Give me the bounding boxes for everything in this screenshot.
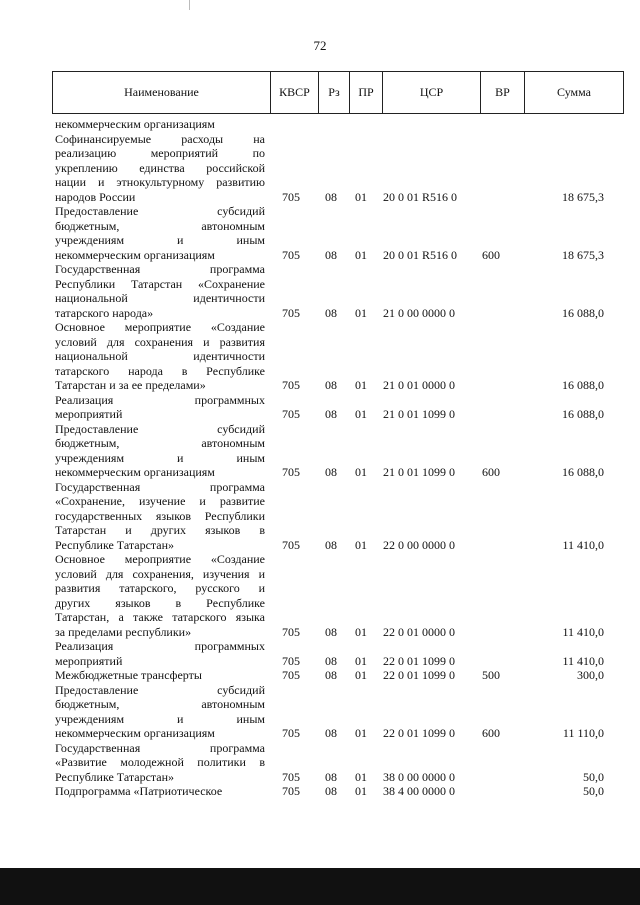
row-name-line: татарского народа в Республике	[55, 363, 265, 378]
row-name-line: Государственная программа	[55, 479, 265, 494]
header-rz: Рз	[319, 72, 350, 114]
row-rz: 08	[325, 465, 337, 479]
table-row	[52, 117, 608, 132]
row-name-line: татарского народа»	[55, 305, 154, 320]
row-name-line: «Развитие молодежной политики в	[55, 755, 265, 769]
row-rz: 08	[325, 407, 337, 421]
row-name-line: Татарстан и за ее пределами»	[55, 378, 206, 392]
row-name-line: национальной идентичности	[55, 349, 265, 363]
row-csr: 22 0 01 1099 0	[383, 726, 455, 740]
row-sum: 50,0	[583, 784, 604, 798]
row-pr: 01	[355, 769, 367, 784]
row-name	[52, 741, 265, 785]
row-csr: 38 4 00 0000 0	[383, 784, 455, 798]
header-kvsr: КВСР	[271, 72, 319, 114]
row-name-line: Реализация программных	[55, 639, 265, 653]
row-kvsr: 705	[282, 726, 300, 740]
row-sum: 11 410,0	[562, 624, 604, 639]
row-name-line: мероприятий	[55, 653, 123, 668]
row-rz: 08	[325, 247, 337, 262]
row-name-line: бюджетным, автономным	[55, 218, 265, 233]
row-pr: 01	[355, 726, 367, 740]
row-name-line: народов России	[55, 189, 136, 204]
row-csr: 21 0 01 1099 0	[383, 465, 455, 479]
row-pr: 01	[355, 668, 367, 682]
row-name	[52, 204, 265, 262]
row-pr: 01	[355, 784, 367, 798]
row-name	[52, 132, 265, 205]
row-pr: 01	[355, 653, 367, 668]
row-rz: 08	[325, 668, 337, 682]
table-row	[52, 480, 608, 553]
row-name-line: учреждениям и иным	[55, 711, 265, 726]
row-rz: 08	[325, 784, 337, 798]
page-number: 72	[313, 38, 327, 53]
row-name-line: национальной идентичности	[55, 291, 265, 305]
row-name-line: Предоставление субсидий	[55, 421, 265, 436]
row-sum: 300,0	[577, 668, 604, 682]
row-vr: 600	[482, 247, 500, 262]
table-row	[52, 393, 608, 422]
row-rz: 08	[325, 305, 337, 320]
row-name-line: учреждениям и иным	[55, 450, 265, 465]
row-rz: 08	[325, 537, 337, 552]
row-name-line: Реализация программных	[55, 392, 265, 407]
table-row	[52, 552, 608, 639]
row-name-line: государственных языков Республики	[55, 508, 265, 523]
row-kvsr: 705	[282, 769, 300, 784]
row-sum: 11 110,0	[562, 726, 604, 740]
row-name-line: Основное мероприятие «Создание	[55, 552, 265, 566]
row-pr: 01	[355, 247, 367, 262]
row-rz: 08	[325, 189, 337, 204]
row-name	[52, 784, 265, 799]
row-name-line: Основное мероприятие «Создание	[55, 320, 265, 334]
row-name-line: условий для сохранения и развития	[55, 334, 265, 349]
row-name-line: учреждениям и иным	[55, 233, 265, 247]
row-name-line: некоммерческим организациям	[55, 117, 215, 131]
row-sum: 16 088,0	[562, 465, 604, 479]
row-csr: 21 0 01 1099 0	[383, 407, 455, 421]
row-kvsr: 705	[282, 784, 300, 798]
table-row	[52, 639, 608, 668]
row-name-line: бюджетным, автономным	[55, 697, 265, 711]
row-sum: 11 410,0	[562, 653, 604, 668]
row-name	[52, 320, 265, 393]
row-csr: 21 0 00 0000 0	[383, 305, 455, 320]
row-kvsr: 705	[282, 189, 300, 204]
table-row	[52, 132, 608, 205]
row-rz: 08	[325, 769, 337, 784]
row-kvsr: 705	[282, 465, 300, 479]
row-name-line: развития татарского, русского и	[55, 581, 265, 595]
row-kvsr: 705	[282, 407, 300, 421]
row-name-line: Государственная программа	[55, 262, 265, 276]
row-name-line: Софинансируемые расходы на	[55, 131, 265, 146]
row-name-line: некоммерческим организациям	[55, 726, 215, 740]
row-pr: 01	[355, 407, 367, 421]
row-sum: 16 088,0	[562, 378, 604, 392]
row-sum: 16 088,0	[562, 305, 604, 320]
header-vr: ВР	[481, 72, 525, 114]
row-name-line: Республике Татарстан»	[55, 537, 175, 552]
header-name: Наименование	[53, 72, 271, 114]
row-sum: 18 675,3	[562, 247, 604, 262]
table-header	[52, 71, 624, 114]
row-csr: 20 0 01 R516 0	[383, 189, 458, 204]
row-kvsr: 705	[282, 537, 300, 552]
row-name-line: бюджетным, автономным	[55, 436, 265, 450]
row-rz: 08	[325, 378, 337, 392]
row-name	[52, 262, 265, 320]
row-vr: 600	[482, 726, 500, 740]
row-kvsr: 705	[282, 653, 300, 668]
row-name	[52, 422, 265, 480]
row-name-line: реализацию мероприятий по	[55, 146, 265, 160]
header-csr: ЦСР	[383, 72, 481, 114]
row-name-line: некоммерческим организациям	[55, 247, 215, 262]
row-name-line: мероприятий	[55, 407, 123, 421]
row-csr: 38 0 00 0000 0	[383, 769, 455, 784]
row-name	[52, 683, 265, 741]
header-sum: Сумма	[525, 72, 624, 114]
row-name	[52, 668, 265, 683]
row-kvsr: 705	[282, 378, 300, 392]
row-pr: 01	[355, 537, 367, 552]
row-name	[52, 552, 265, 639]
row-name-line: укреплению единства российской	[55, 160, 265, 175]
row-csr: 22 0 00 0000 0	[383, 537, 455, 552]
row-csr: 21 0 01 0000 0	[383, 378, 455, 392]
table-row	[52, 204, 608, 262]
row-sum: 50,0	[583, 769, 604, 784]
row-name-line: Республике Татарстан»	[55, 769, 175, 784]
row-kvsr: 705	[282, 305, 300, 320]
row-sum: 16 088,0	[562, 407, 604, 421]
row-kvsr: 705	[282, 624, 300, 639]
row-pr: 01	[355, 189, 367, 204]
header-pr: ПР	[350, 72, 383, 114]
row-name-line: за пределами республики»	[55, 624, 192, 639]
row-pr: 01	[355, 378, 367, 392]
row-pr: 01	[355, 305, 367, 320]
table-row	[52, 320, 608, 393]
row-name-line: «Сохранение, изучение и развитие	[55, 494, 265, 508]
row-rz: 08	[325, 726, 337, 740]
row-name-line: Татарстан, а также татарского языка	[55, 610, 265, 624]
table-row	[52, 741, 608, 785]
row-name-line: некоммерческим организациям	[55, 465, 215, 479]
row-kvsr: 705	[282, 247, 300, 262]
row-name-line: нации и этнокультурному развитию	[55, 175, 265, 189]
row-name-line: условий для сохранения, изучения и	[55, 566, 265, 581]
row-name-line: других языков в Республике	[55, 595, 265, 610]
row-csr: 20 0 01 R516 0	[383, 247, 458, 262]
row-pr: 01	[355, 465, 367, 479]
scan-border	[0, 868, 640, 905]
row-vr: 600	[482, 465, 500, 479]
row-name	[52, 639, 265, 668]
row-csr: 22 0 01 1099 0	[383, 653, 455, 668]
row-name-line: Татарстан и других языков в	[55, 523, 265, 537]
scan-mark	[189, 0, 190, 10]
row-name-line: Межбюджетные трансферты	[55, 668, 202, 682]
table-row	[52, 784, 608, 799]
row-pr: 01	[355, 624, 367, 639]
row-name	[52, 480, 265, 553]
table-row	[52, 422, 608, 480]
row-name-line: Предоставление субсидий	[55, 682, 265, 697]
row-name-line: Подпрограмма «Патриотическое	[55, 784, 223, 798]
row-name-line: Предоставление субсидий	[55, 204, 265, 218]
row-name	[52, 117, 265, 132]
row-name-line: Республики Татарстан «Сохранение	[55, 276, 265, 291]
row-kvsr: 705	[282, 668, 300, 682]
row-sum: 11 410,0	[562, 537, 604, 552]
table-body	[52, 117, 608, 799]
row-name	[52, 393, 265, 422]
row-rz: 08	[325, 624, 337, 639]
table-row	[52, 668, 608, 683]
row-vr: 500	[482, 668, 500, 682]
row-name-line: Государственная программа	[55, 740, 265, 755]
row-sum: 18 675,3	[562, 189, 604, 204]
row-csr: 22 0 01 1099 0	[383, 668, 455, 682]
table-row	[52, 683, 608, 741]
table-row	[52, 262, 608, 320]
row-rz: 08	[325, 653, 337, 668]
row-csr: 22 0 01 0000 0	[383, 624, 455, 639]
